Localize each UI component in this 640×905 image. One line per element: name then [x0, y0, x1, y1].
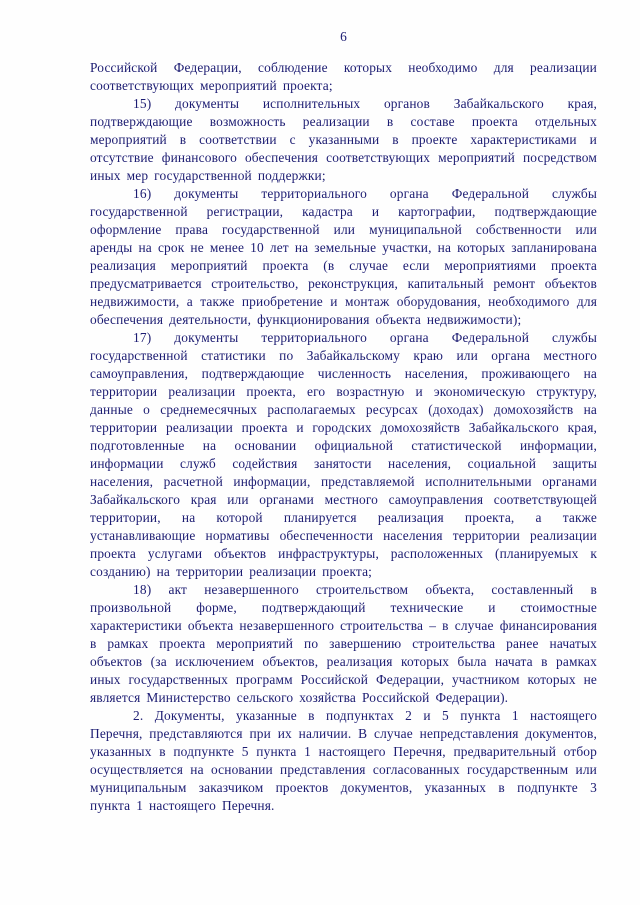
page-number: 6	[340, 29, 347, 44]
subparagraph-17: 17) документы территориального органа Федеральной службы государственной статистики по Забайкальскому краю или органа местного самоуправления, подтверждающие численность населения, проживающего на территории реализации проекта, его возрастную и экономическую структуру, данные о среднемесячных располагаемых ресурсах (доходах) домохозяйств на территории реализации проекта и городских домохозяйств Забайкальского края, подготовленные на основании официальной статистической информации, информации служб содействия занятости населения, социальной защиты населения, расчетной информации, представляемой исполнительными органами Забайкальского края или органами местного самоуправления соответствующей территории, на которой планируется реализация проекта, а также устанавливающие нормативы обеспеченности населения территории реализации проекта услугами объектов инфраструктуры, расположенных (планируемых к созданию) на территории реализации проекта;	[90, 330, 597, 579]
subparagraph-18: 18) акт незавершенного строительством объекта, составленный в произвольной форме, подтверждающий технические и стоимостные характеристики объекта незавершенного строительства – в случае финансирования в рамках проекта мероприятий по завершению строительства ранее начатых объектов (за исключением объектов, реализация которых была начата в рамках иных государственных программ Российской Федерации, участником которых не является Министерство сельского хозяйства Российской Федерации).	[90, 582, 597, 705]
paragraph-continuation: Российской Федерации, соблюдение которых необходимо для реализации соответствующих мероприятий проекта;	[90, 60, 597, 93]
subparagraph-16: 16) документы территориального органа Федеральной службы государственной регистрации, кадастра и картографии, подтверждающие оформление права государственной или муниципальной собственности или аренды на срок не менее 10 лет на земельные участки, на которых запланирована реализация мероприятий проекта (в случае если мероприятиями проекта предусматривается строительство, реконструкция, капитальный ремонт объектов недвижимости, а также приобретение и монтаж оборудования, необходимого для обеспечения деятельности, функционирования объекта недвижимости);	[90, 186, 597, 327]
paragraph-point-2: 2. Документы, указанные в подпунктах 2 и 5 пункта 1 настоящего Перечня, представляются при их наличии. В случае непредставления документов, указанных в подпункте 5 пункта 1 настоящего Перечня, предварительный отбор осуществляется на основании представления согласованных государственным или муниципальным заказчиком проектов документов, указанных в подпункте 3 пункта 1 настоящего Перечня.	[90, 708, 597, 813]
subparagraph-15: 15) документы исполнительных органов Забайкальского края, подтверждающие возможность реализации в составе проекта отдельных мероприятий в соответствии с указанными в проекте характеристиками и отсутствие финансового обеспечения соответствующих мероприятий посредством иных мер государственной поддержки;	[90, 96, 597, 183]
document-body	[90, 59, 597, 815]
